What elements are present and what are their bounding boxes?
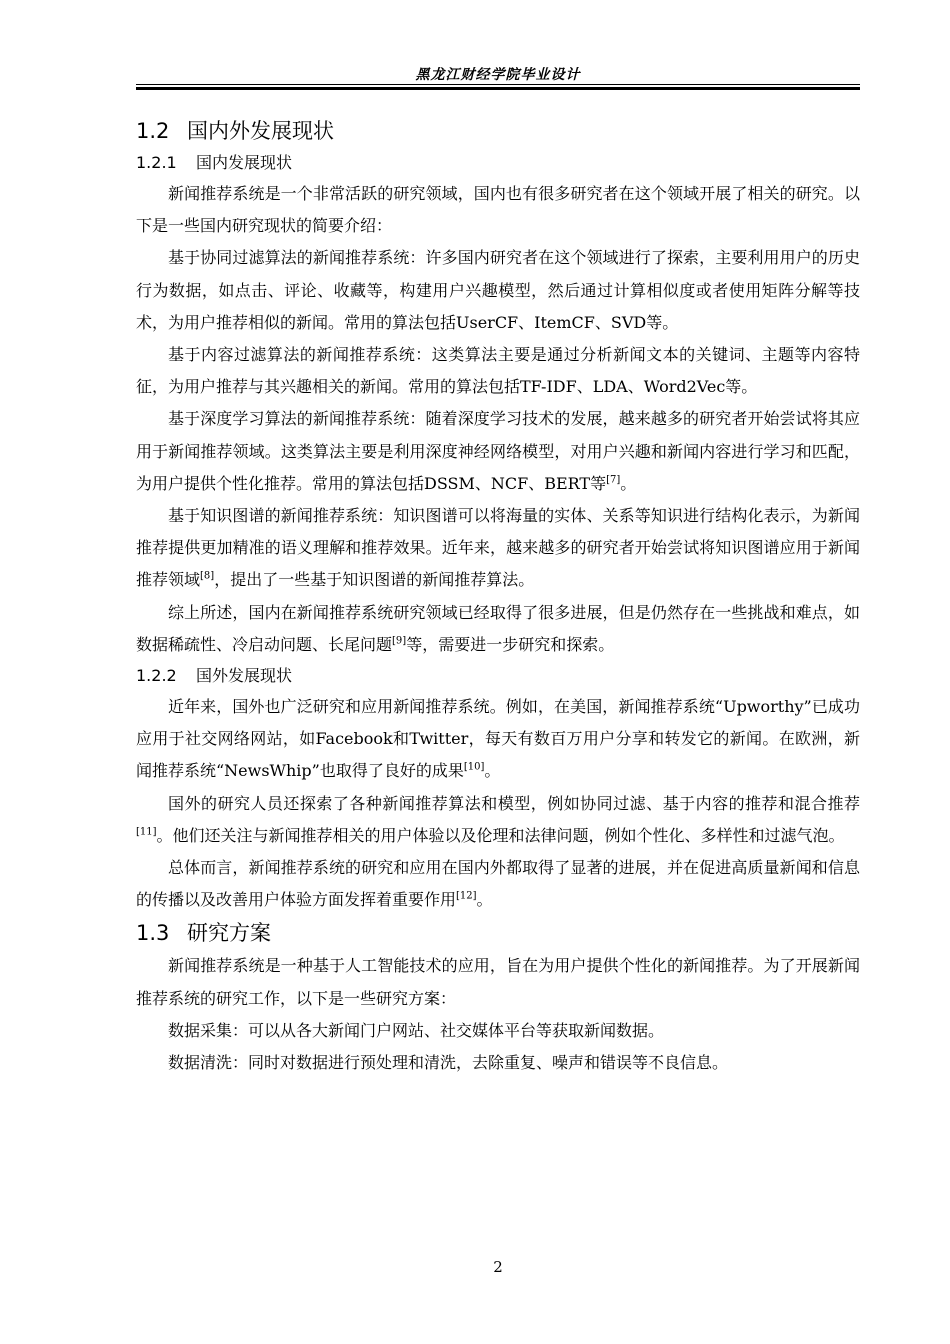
- citation-ref: [7]: [606, 474, 621, 486]
- paragraph-text-continued: ，提出了一些基于知识图谱的新闻推荐算法。: [214, 570, 535, 590]
- paragraph: [136, 339, 860, 403]
- heading-title: 国外发展现状: [196, 666, 293, 686]
- paragraph-text: 国外的研究人员还探索了各种新闻推荐算法和模型，例如协同过滤、基于内容的推荐和混合推荐: [168, 793, 860, 813]
- section-heading: [136, 916, 860, 950]
- paragraph-text: 基于深度学习算法的新闻推荐系统：随着深度学习技术的发展，越来越多的研究者开始尝试将其应用于新闻推荐领域。这类算法主要是利用深度神经网络模型，对用户兴趣和新闻内容进行学习和匹配，为用户提供个性化推荐。常用的算法包括DSSM、NCF、BERT等: [136, 409, 860, 493]
- paragraph: [136, 500, 860, 597]
- subsection-heading: [136, 661, 860, 691]
- citation-ref: [12]: [456, 890, 477, 902]
- citation-ref: [10]: [463, 762, 485, 774]
- header-rule-thin: [136, 84, 860, 85]
- paragraph: [136, 242, 860, 339]
- paragraph: [136, 597, 860, 661]
- heading-number: 1.2: [136, 119, 170, 143]
- paragraph: [136, 852, 860, 916]
- paragraph-text: 数据清洗：同时对数据进行预处理和清洗，去除重复、噪声和错误等不良信息。: [168, 1053, 729, 1073]
- subsection-heading: [136, 148, 860, 178]
- paragraph-text: 近年来，国外也广泛研究和应用新闻推荐系统。例如，在美国，新闻推荐系统“Upworthy”已成功应用于社交网络网站，如Facebook和Twitter，每天有数百万用户分享和转发它的新闻。在欧洲，新闻推荐系统“NewsWhip”也取得了良好的成果: [136, 697, 860, 781]
- header-rule-thick: [136, 87, 860, 90]
- paragraph-text-continued: 。: [484, 761, 501, 781]
- paragraph-text: 新闻推荐系统是一个非常活跃的研究领域，国内也有很多研究者在这个领域开展了相关的研究。以下是一些国内研究现状的简要介绍：: [136, 184, 860, 236]
- heading-title: 研究方案: [187, 921, 271, 946]
- heading-number: 1.2.1: [136, 153, 177, 172]
- paragraph-text: 综上所述，国内在新闻推荐系统研究领域已经取得了很多进展，但是仍然存在一些挑战和难点，如数据稀疏性、冷启动问题、长尾问题: [136, 602, 860, 654]
- paragraph-text: 总体而言，新闻推荐系统的研究和应用在国内外都取得了显著的进展，并在促进高质量新闻和信息的传播以及改善用户体验方面发挥着重要作用: [136, 858, 860, 910]
- section-heading: [136, 114, 860, 148]
- citation-ref: [9]: [392, 635, 407, 647]
- paragraph: [136, 1015, 860, 1047]
- paragraph-text-continued: 。: [476, 890, 493, 910]
- page-header: 黑龙江财经学院毕业设计: [415, 67, 581, 83]
- page-number: 2: [493, 1258, 503, 1276]
- heading-title: 国内发展现状: [196, 153, 293, 172]
- heading-title: 国内外发展现状: [187, 119, 334, 143]
- paragraph: [136, 403, 860, 500]
- paragraph: [136, 788, 860, 852]
- paragraph-text: 基于协同过滤算法的新闻推荐系统：许多国内研究者在这个领域进行了探索，主要利用用户的历史行为数据，如点击、评论、收藏等，构建用户兴趣模型，然后通过计算相似度或者使用矩阵分解等技术，为用户推荐相似的新闻。常用的算法包括UserCF、ItemCF、SVD等。: [136, 248, 860, 332]
- citation-ref: [11]: [136, 826, 157, 838]
- paragraph-text: 基于内容过滤算法的新闻推荐系统：这类算法主要是通过分析新闻文本的关键词、主题等内容特征，为用户推荐与其兴趣相关的新闻。常用的算法包括TF-IDF、LDA、Word2Vec等。: [136, 345, 860, 397]
- heading-number: 1.2.2: [136, 666, 177, 686]
- paragraph-text: 新闻推荐系统是一种基于人工智能技术的应用，旨在为用户提供个性化的新闻推荐。为了开展新闻推荐系统的研究工作，以下是一些研究方案：: [136, 956, 860, 1008]
- heading-number: 1.3: [136, 921, 170, 946]
- paragraph: [136, 691, 860, 788]
- paragraph: [136, 178, 860, 242]
- document-body: [136, 114, 860, 1079]
- paragraph-text: 数据采集：可以从各大新闻门户网站、社交媒体平台等获取新闻数据。: [168, 1020, 665, 1040]
- paragraph: [136, 1047, 860, 1079]
- paragraph-text: 基于知识图谱的新闻推荐系统：知识图谱可以将海量的实体、关系等知识进行结构化表示，为新闻推荐提供更加精准的语义理解和推荐效果。近年来，越来越多的研究者开始尝试将知识图谱应用于新闻推荐领域: [136, 506, 860, 590]
- paragraph-text-continued: 。: [620, 473, 637, 493]
- citation-ref: [8]: [200, 571, 215, 583]
- paragraph: [136, 950, 860, 1014]
- paragraph-text-continued: 等，需要进一步研究和探索。: [406, 634, 615, 654]
- paragraph-text-continued: 。他们还关注与新闻推荐相关的用户体验以及伦理和法律问题，例如个性化、多样性和过滤气泡。: [156, 825, 845, 845]
